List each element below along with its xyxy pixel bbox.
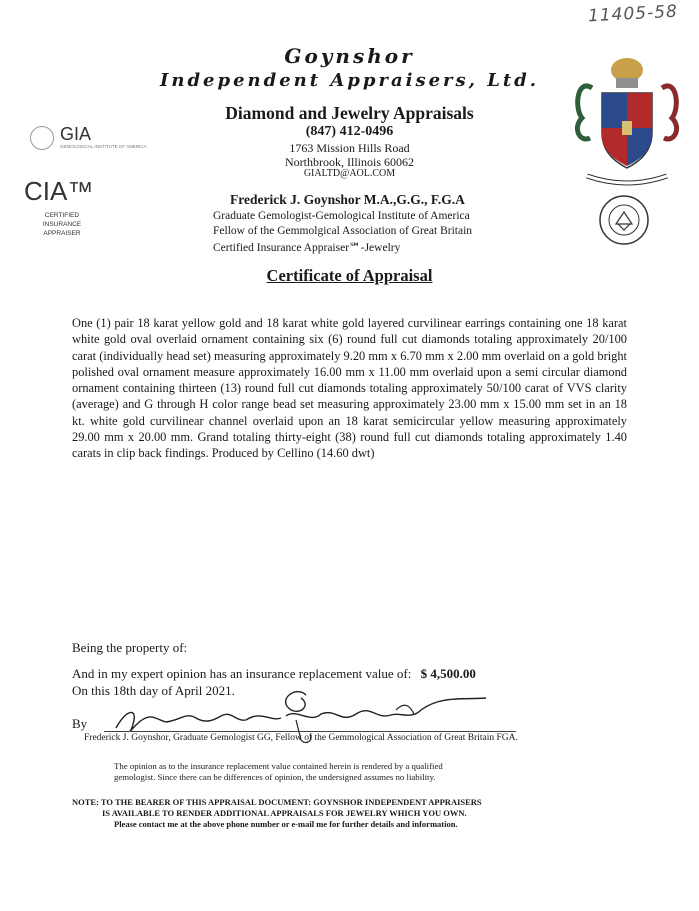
value-opinion-text: And in my expert opinion has an insurance replacement value of:: [72, 666, 412, 681]
company-name-line2: Independent Appraisers, Ltd.: [159, 70, 540, 91]
cia-sub-line2: INSURANCE: [42, 221, 82, 228]
certificate-title: Certificate of Appraisal: [266, 266, 433, 285]
item-description: One (1) pair 18 karat yellow gold and 18 karat white gold layered curvilinear earrings containing one 18 karat white gold oval overlaid ornament containing six (6) round full cut diamonds totaling approximately 20/100 carat (individually head set) measuring approximately 9.20 mm x 6.70 mm x 2.00 mm overlaid on a gold bright polished oval ornament measure approximately 16.00 mm x 11.00 mm overlaid upon a semi circular diamond ornament containing thirteen (13) round full cut diamonds totaling approximately 50/100 carat of VVS clarity (average) and G through H color range bead set measuring approximately 23.00 mm x 15.00 mm set in an 18 kt. white gold curvilinear channel overlaid upon an 18 karat semicircular yellow measuring approximately 29.00 mm x 20.00 mm. Grand totaling thirty-eight (38) round full cut diamonds totaling approximately 1.40 carats in clip back findings. Produced by Cellino (14.60 dwt): [72, 316, 627, 461]
disclaimer-line1: The opinion as to the insurance replacement value contained herein is rendered by a qualified: [114, 761, 443, 771]
cia-sub-line3: APPRAISER: [43, 230, 81, 237]
company-email: GIALTD@AOL.COM: [303, 168, 396, 179]
appraiser-credential-1: Graduate Gemologist-Gemological Institute of America: [213, 210, 470, 222]
company-subtitle: Diamond and Jewelry Appraisals: [225, 103, 474, 123]
note-line1: NOTE: TO THE BEARER OF THIS APPRAISAL DOCUMENT: GOYNSHOR INDEPENDENT APPRAISERS: [72, 797, 482, 807]
cia-logo-text: CIA™: [24, 176, 94, 206]
by-label: By: [72, 716, 88, 731]
appraiser-credential-2: Fellow of the Gemmolgical Association of Great Britain: [213, 225, 473, 237]
cia-sub-line1: CERTIFIED: [44, 212, 80, 219]
signatory-name: Frederick J. Goynshor, Graduate Gemologist GG, Fellow of the Gemmological Association of Great Britain FGA.: [84, 733, 518, 743]
note-line2: IS AVAILABLE TO RENDER ADDITIONAL APPRAISALS FOR JEWELRY WHICH YOU OWN.: [102, 808, 467, 818]
gia-seal-icon: [30, 126, 54, 150]
appraiser-credential-3: Certified Insurance Appraiser℠-Jewelry: [213, 242, 401, 254]
company-address-line1: 1763 Mission Hills Road: [289, 141, 410, 155]
reference-number: 11405-58: [587, 1, 679, 27]
gia-logo-text: GIA: [60, 124, 92, 144]
gia-logo: [30, 124, 160, 154]
association-seal-icon: [598, 194, 650, 246]
gia-logo-subtext: GEMOLOGICAL INSTITUTE OF AMERICA: [60, 144, 147, 149]
appraised-value: $ 4,500.00: [420, 666, 476, 681]
company-name: Goynshor: [284, 44, 415, 68]
appraisal-date: On this 18th day of April 2021.: [72, 683, 235, 698]
company-address-line2: Northbrook, Illinois 60062: [285, 155, 414, 169]
note-line3: Please contact me at the above phone number or e-mail me for further details and information.: [114, 819, 458, 829]
company-phone: (847) 412-0496: [305, 124, 394, 139]
disclaimer-line2: gemologist. Since there can be differences of opinion, the undersigned assumes no liability.: [114, 772, 436, 782]
property-label: Being the property of:: [72, 640, 188, 655]
signature-line: [104, 731, 516, 732]
appraiser-name: Frederick J. Goynshor M.A.,G.G., F.G.A: [230, 192, 465, 207]
coat-of-arms-icon: [572, 48, 682, 198]
